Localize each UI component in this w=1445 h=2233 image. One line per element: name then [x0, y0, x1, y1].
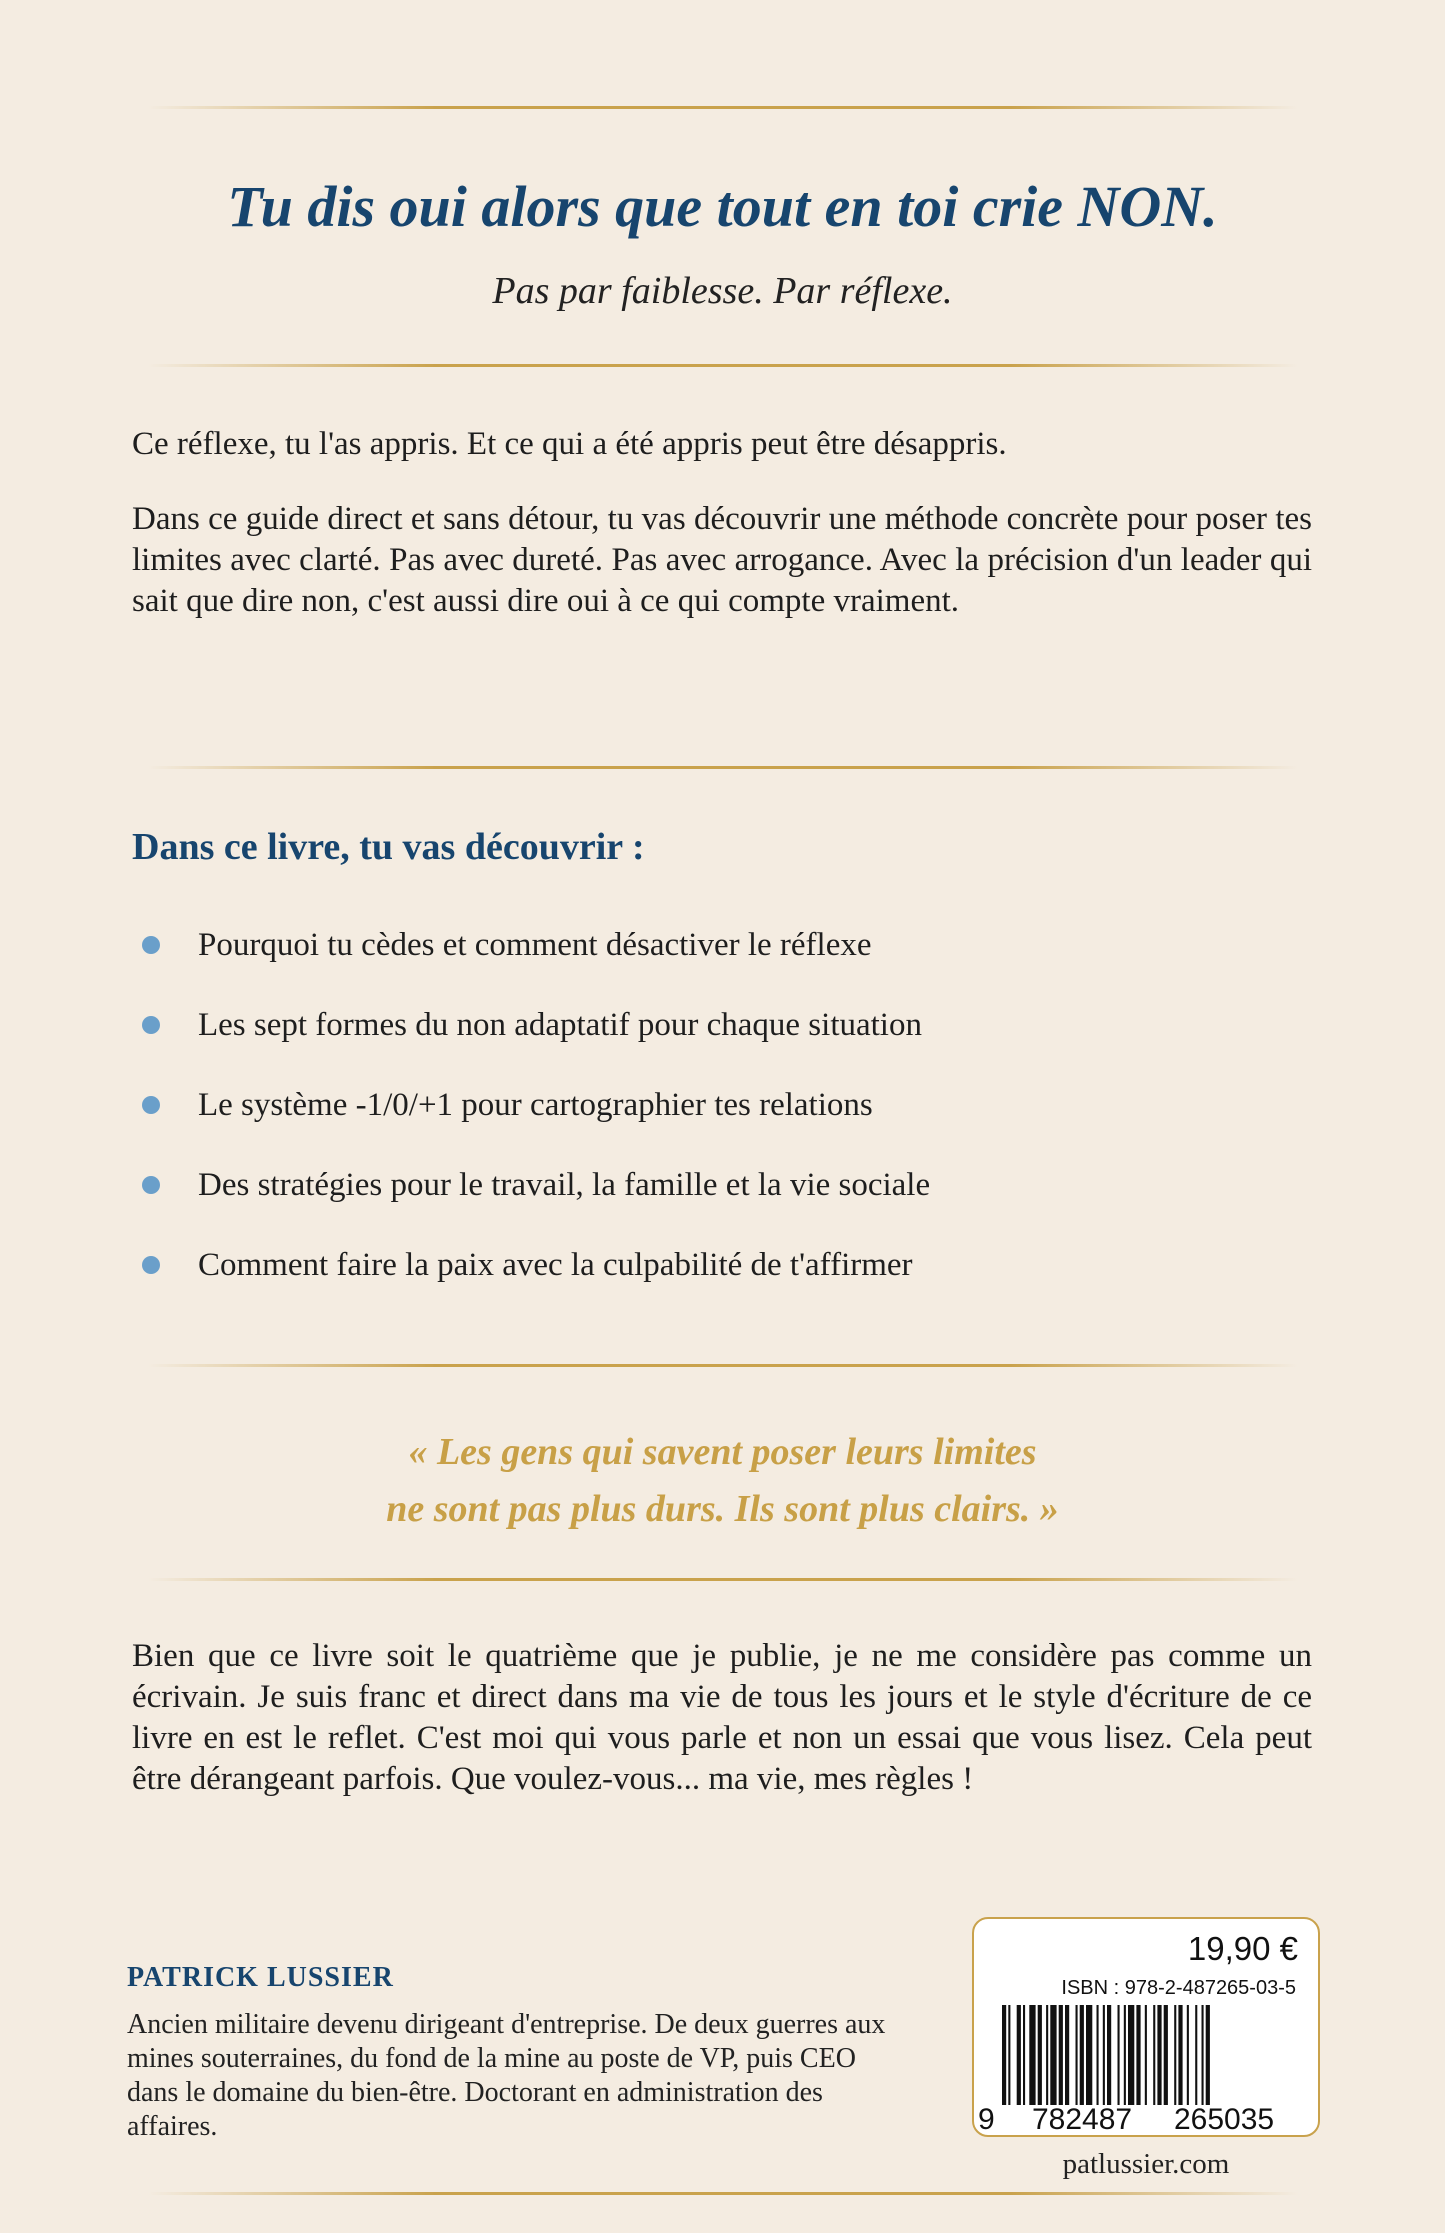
barcode-stripe [1103, 2005, 1105, 2105]
barcode-stripe [1023, 2005, 1025, 2105]
barcode-stripe [1187, 2005, 1189, 2105]
barcode-stripe [1017, 2005, 1021, 2105]
list-item-text: Les sept formes du non adaptatif pour chaque situation [198, 1007, 922, 1043]
barcode-stripe [1107, 2005, 1111, 2105]
barcode-stripe [1086, 2005, 1092, 2105]
barcode-stripe [1128, 2005, 1134, 2105]
bullet-dot-icon [142, 1016, 160, 1034]
barcode-stripe [1178, 2005, 1182, 2105]
barcode-digits-left: 782487 [1032, 2103, 1133, 2136]
author-note: Bien que ce livre soit le quatrième que je publie, je ne me considère pas comme un écrivain. Je suis franc et direct dans ma vie de tous les jours et le style d'écriture de ce livre en est le reflet. C'est moi qui vous parle et non un essai que vous lisez. Cela peut être dérangeant parfois. Que voulez-vous... ma vie, mes règles ! [132, 1638, 1312, 1797]
bullet-dot-icon [142, 1176, 160, 1194]
barcode-stripe [1136, 2005, 1140, 2105]
pull-quote-line-2: ne sont pas plus durs. Ils sont plus clairs. » [386, 1488, 1059, 1530]
barcode-stripe [1164, 2005, 1168, 2105]
price: 19,90 € [1187, 1930, 1298, 1967]
bullet-dot-icon [142, 936, 160, 954]
divider-bottom [148, 2192, 1298, 2195]
barcode-panel [972, 1917, 1320, 2137]
list-item-text: Le système -1/0/+1 pour cartographier tes relations [198, 1087, 873, 1123]
barcode-stripe [1046, 2005, 1048, 2105]
barcode-stripe [1153, 2005, 1155, 2105]
pull-quote-line-1: « Les gens qui savent poser leurs limites [408, 1431, 1037, 1473]
website-link[interactable]: patlussier.com [1062, 2148, 1230, 2180]
barcode-digit-first: 9 [978, 2103, 995, 2136]
headline: Tu dis oui alors que tout en toi crie NON. [227, 174, 1218, 239]
list-item-text: Comment faire la paix avec la culpabilité de t'affirmer [198, 1247, 913, 1283]
barcode-stripe [1202, 2005, 1204, 2105]
barcode-stripe [1059, 2005, 1063, 2105]
barcode-stripe [1206, 2005, 1210, 2105]
bullet-dot-icon [142, 1096, 160, 1114]
subheadline: Pas par faiblesse. Par réflexe. [492, 270, 953, 312]
barcode-stripe [1029, 2005, 1035, 2105]
intro-paragraph-1: Ce réflexe, tu l'as appris. Et ce qui a été appris peut être désappris. [132, 426, 1007, 462]
discover-title: Dans ce livre, tu vas découvrir : [132, 826, 645, 868]
barcode-stripe [1038, 2005, 1042, 2105]
barcode-stripe [1065, 2005, 1069, 2105]
barcode-stripe [1124, 2005, 1126, 2105]
barcode-stripe [1145, 2005, 1147, 2105]
barcode-stripe [1097, 2005, 1099, 2105]
isbn: ISBN : 978-2-487265-03-5 [1061, 1977, 1296, 1999]
barcode-stripe [1050, 2005, 1056, 2105]
barcode-digits-right: 265035 [1174, 2103, 1275, 2136]
list-item-text: Pourquoi tu cèdes et comment désactiver le réflexe [198, 927, 872, 963]
barcode-stripe [1118, 2005, 1120, 2105]
barcode-stripe [1157, 2005, 1161, 2105]
barcode-stripe [1080, 2005, 1084, 2105]
author-bio: Ancien militaire devenu dirigeant d'entreprise. De deux guerres aux mines souterraines, du fond de la mine au poste de VP, puis CEO dans le domaine du bien-être. Doctorant en administration des affaires. [127, 2009, 886, 2142]
bullet-dot-icon [142, 1256, 160, 1274]
pull-quote [0, 1424, 1445, 1538]
barcode-stripe [1076, 2005, 1078, 2105]
barcode-stripe [1008, 2005, 1010, 2105]
barcode-stripe [1195, 2005, 1197, 2105]
barcode-stripe [1002, 2005, 1006, 2105]
intro-paragraph-2: Dans ce guide direct et sans détour, tu vas découvrir une méthode concrète pour poser tes limites avec clarté. Pas avec dureté. Pas avec arrogance. Avec la précision d'un leader qui sait que dire non, c'est aussi dire oui à ce qui compte vraiment. [132, 501, 1312, 619]
divider-after-header [148, 364, 1298, 367]
barcode-stripe [1174, 2005, 1176, 2105]
intro-section [132, 424, 1312, 622]
divider-after-intro [148, 766, 1298, 769]
barcode-icon [1002, 2005, 1298, 2105]
author-name: PATRICK LUSSIER [127, 1962, 394, 1993]
divider-before-quote [148, 1364, 1298, 1367]
list-item-text: Des stratégies pour le travail, la famille et la vie sociale [198, 1167, 931, 1203]
author-note-section [132, 1636, 1312, 1800]
divider-after-quote [148, 1578, 1298, 1581]
divider-top [148, 106, 1298, 109]
